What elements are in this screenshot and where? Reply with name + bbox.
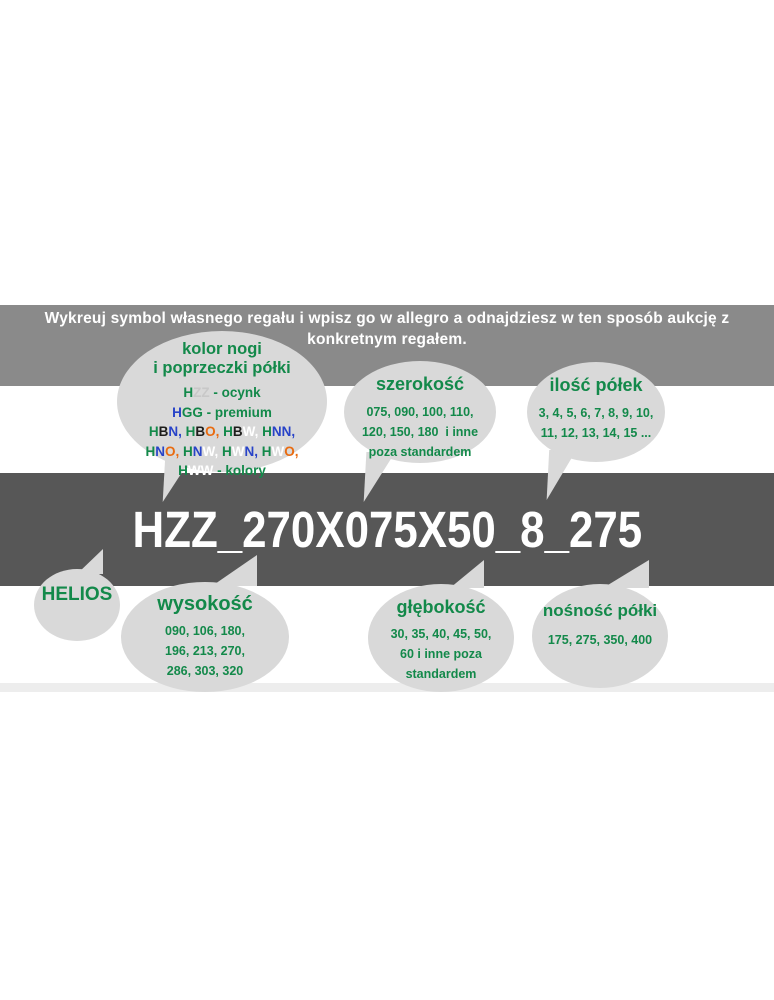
shelf-count-bubble: [527, 362, 665, 462]
load-bubble: [532, 584, 668, 688]
width-bubble: [344, 361, 496, 463]
header-line-2: konkretnym regałem.: [307, 331, 467, 348]
bottom-stripe: [0, 683, 774, 692]
header-text: [0, 308, 774, 350]
color-legend-codes: HZZ - ocynk HGG - premium HBN, HBO, HBW, HNN, HNO, HNW, HWN, HWO, HWW - kolory: [145, 385, 299, 478]
color-legend-bubble: [117, 331, 327, 478]
depth-title: głębokość: [396, 597, 486, 617]
height-values: 090, 106, 180, 196, 213, 270, 286, 303, 320: [165, 624, 245, 678]
product-code: HZZ_270X075X50_8_275: [132, 501, 642, 558]
height-title: wysokość: [157, 593, 253, 615]
width-title: szerokość: [375, 374, 465, 394]
depth-bubble: [368, 584, 514, 692]
load-values: 175, 275, 350, 400: [547, 633, 653, 647]
shelf-count-values: 3, 4, 5, 6, 7, 8, 9, 10, 11, 12, 13, 14, 15 ...: [538, 406, 654, 440]
height-bubble: [121, 582, 289, 692]
color-legend-title: kolor nogi i poprzeczki półki: [153, 340, 291, 377]
width-values: 075, 090, 100, 110, 120, 150, 180 i inne poza standardem: [361, 405, 479, 459]
header-line-1: Wykreuj symbol własnego regału i wpisz go w allegro a odnajdziesz w ten sposób aukcję z: [44, 310, 730, 327]
depth-values: 30, 35, 40, 45, 50, 60 i inne poza standardem: [390, 627, 492, 681]
brand-label: HELIOS: [41, 584, 113, 605]
code-band: [0, 473, 774, 586]
brand-bubble: [34, 569, 120, 641]
shelf-count-title: ilość półek: [549, 375, 643, 395]
load-title: nośność półki: [542, 601, 658, 620]
